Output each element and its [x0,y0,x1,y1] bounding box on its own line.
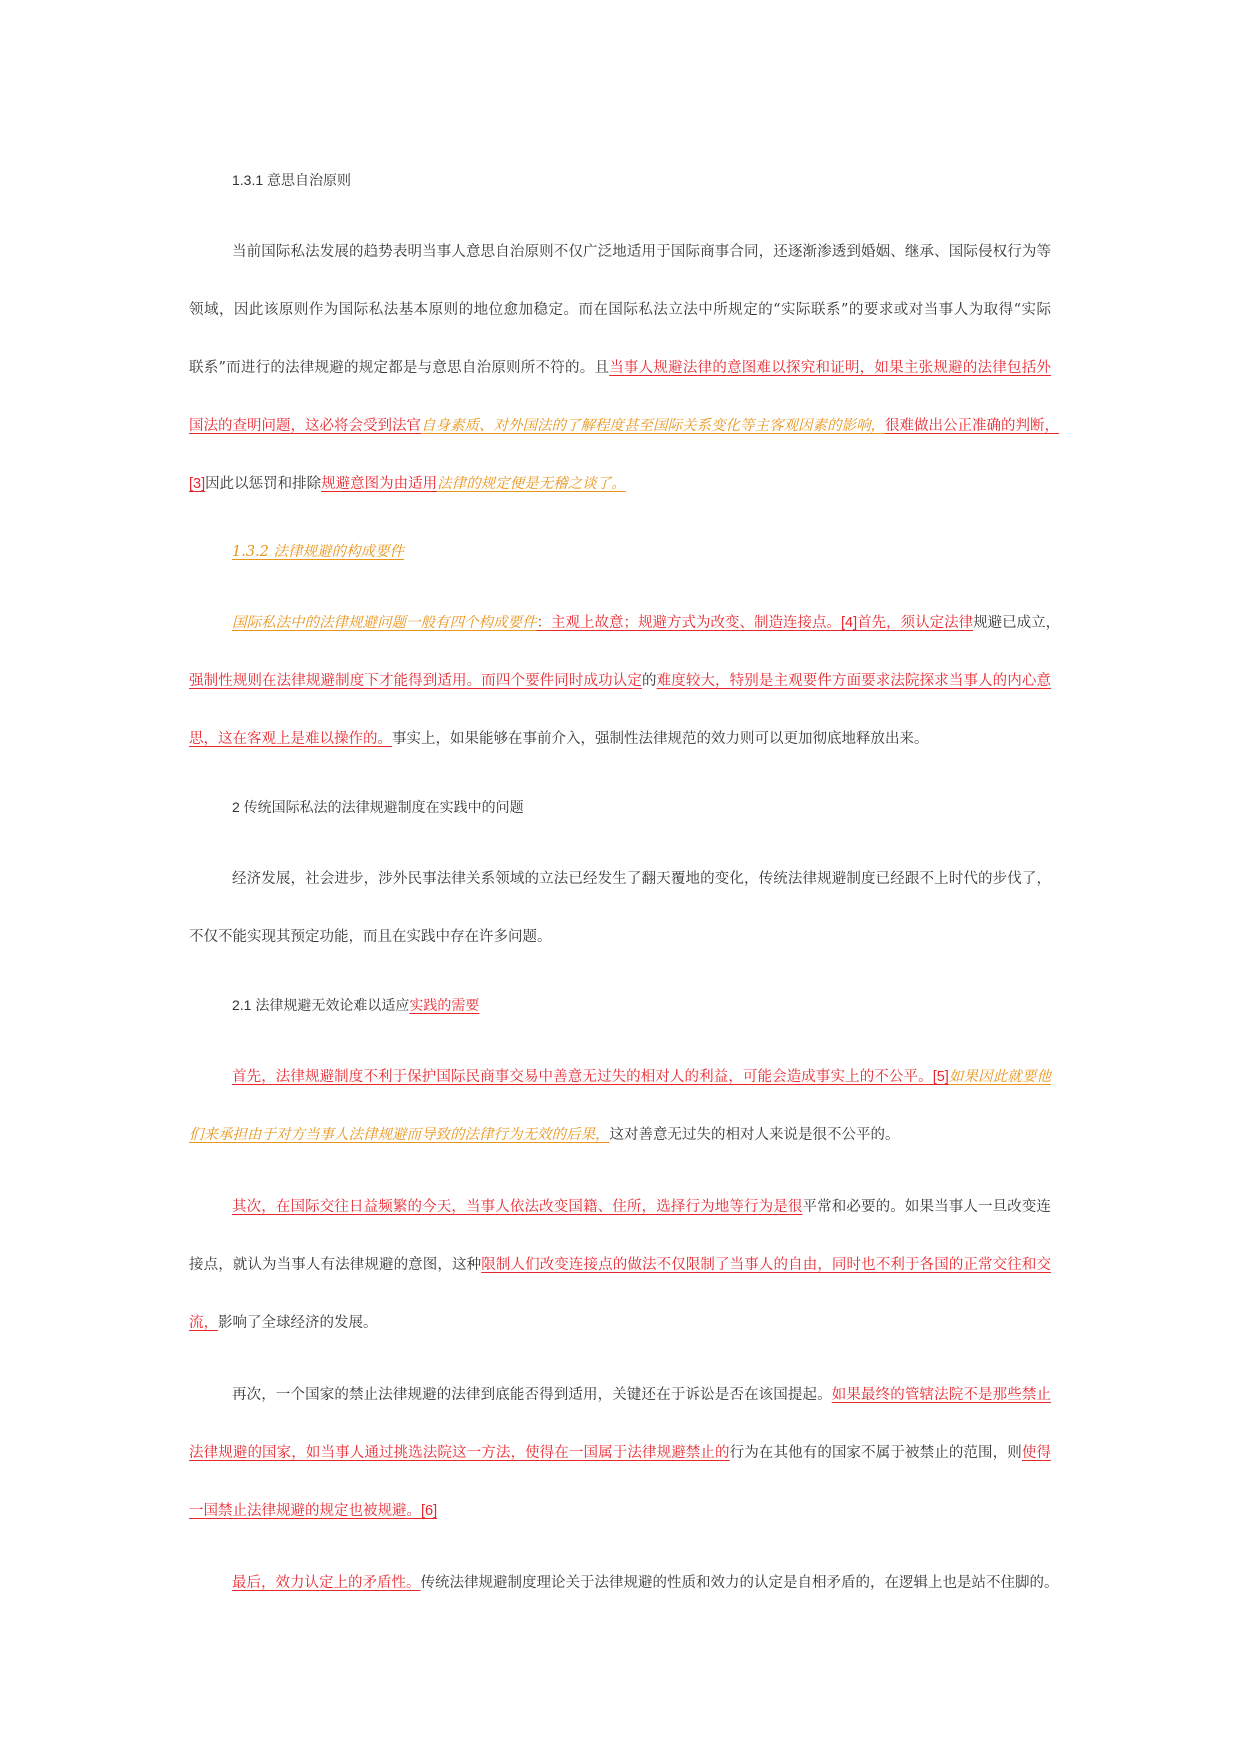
highlighted-text-red: 使得 [1021,1445,1052,1461]
citation-ref: [6] [421,1503,438,1519]
text-segment: 1.3.1 意思自治原则 [232,172,352,188]
highlighted-text-orange: 国际私法中的法律规避问题一般有四个构成要件 [232,615,537,631]
paragraph-line [189,1443,1051,1463]
text-segment: 因此以惩罚和排除 [205,476,322,492]
section-heading-2 [232,797,524,817]
text-segment: 规避已成立， [973,615,1061,631]
highlighted-text-red: 限制人们改变连接点的做法不仅限制了当事人的自由，同时也不利于各国的正常交往和交 [481,1257,1052,1273]
highlighted-text-red: 其次，在国际交往日益频繁的今天，当事人依法改变国籍、住所，选择行为地等行为是很 [232,1199,803,1215]
highlighted-text-red: 如果最终的管辖法院不是那些禁止 [831,1387,1051,1403]
citation-ref: [3] [189,476,206,492]
highlighted-text-red: 规避意图为由适用 [321,476,438,492]
highlighted-text-red: 强制性规则在法律规避制度下才能得到适用。而四个要件同时成功认定 [189,673,642,689]
highlighted-text-red: 当事人规避法律的意图难以探究和证明，如果主张规避的法律包括外 [609,360,1051,376]
paragraph-line [189,474,626,494]
paragraph-line [189,1501,437,1521]
text-segment: 影响了全球经济的发展。 [218,1315,378,1331]
highlighted-text-red: 很难做出公正准确的判断， [885,418,1059,434]
text-segment: 2.1 法律规避无效论难以适应 [232,997,410,1013]
text-segment: 传统法律规避制度理论关于法律规避的性质和效力的认定是自相矛盾的，在逻辑上也是站不住脚的。 [420,1575,1059,1591]
highlighted-text-red: 思，这在客观上是难以操作的。 [189,731,392,747]
highlighted-text-red: 流， [189,1315,218,1331]
highlighted-text-orange: 如果因此就要他 [948,1069,1051,1085]
text-segment: 不仅不能实现其预定功能，而且在实践中存在许多问题。 [189,929,552,945]
highlighted-text-red: 一国禁止法律规避的规定也被规避。 [189,1503,421,1519]
section-heading-1-3-2 [232,542,404,562]
text-segment: 联系”而进行的法律规避的规定都是与意思自治原则所不符的。且 [189,360,610,376]
paragraph-line [232,1573,1059,1593]
text-segment: 经济发展，社会进步，涉外民事法律关系领域的立法已经发生了翻天覆地的变化，传统法律规避制度已经跟不上时代的步伐了， [232,871,1051,887]
text-segment: 平常和必要的。如果当事人一旦改变连 [802,1199,1052,1215]
paragraph-line [232,1197,1051,1217]
highlighted-text-orange: 1.3.2 法律规避的构成要件 [232,544,405,560]
paragraph-line [189,416,1059,436]
paragraph-line [232,869,1051,889]
section-heading-1-3-1 [232,170,351,190]
paragraph-line [189,358,1051,378]
citation-ref: [4] [841,615,858,631]
highlighted-text-red: 首先，法律规避制度不利于保护国际民商事交易中善意无过失的相对人的利益，可能会造成事实上的不公平。 [232,1069,933,1085]
text-segment: 的 [641,673,657,689]
text-segment: 接点，就认为当事人有法律规避的意图，这种 [189,1257,482,1273]
highlighted-text-orange: 自身素质、对外国法的了解程度甚至国际关系变化等主客观因素的影响， [421,418,885,434]
highlighted-text-orange: 们来承担由于对方当事人法律规避而导致的法律行为无效的后果， [189,1127,610,1143]
paragraph-line [232,1385,1051,1405]
paragraph-line [189,671,1051,691]
highlighted-text-red: 最后，效力认定上的矛盾性。 [232,1575,421,1591]
paragraph-line [232,1067,1051,1087]
citation-ref: [5] [932,1069,949,1085]
highlighted-text-red: ：主观上故意；规避方式为改变、制造连接点。 [536,615,841,631]
paragraph-line [189,927,552,947]
text-segment: 再次，一个国家的禁止法律规避的法律到底能否得到适用，关键还在于诉讼是否在该国提起。 [232,1387,832,1403]
paragraph-line [189,1313,378,1333]
text-segment: 领域，因此该原则作为国际私法基本原则的地位愈加稳定。而在国际私法立法中所规定的“实际联系”的要求或对当事人为取得“实际 [189,302,1051,318]
highlighted-text-red: 首先，须认定法律 [857,615,974,631]
paragraph-line [232,242,1051,262]
text-segment: 行为在其他有的国家不属于被禁止的范围，则 [729,1445,1022,1461]
paragraph-line [189,729,929,749]
section-heading-2-1 [232,995,479,1015]
paragraph-line [189,1255,1051,1275]
highlighted-text-red: 法律规避的国家，如当事人通过挑选法院这一方法，使得在一国属于法律规避禁止的 [189,1445,730,1461]
highlighted-text-orange: 法律的规定便是无稽之谈了。 [437,476,626,492]
text-segment: 这对善意无过失的相对人来说是很不公平的。 [609,1127,900,1143]
text-segment: 2 传统国际私法的法律规避制度在实践中的问题 [232,799,524,815]
highlighted-text-red: 国法的查明问题，这必将会受到法官 [189,418,421,434]
highlighted-text-red: 实践的需要 [409,997,480,1013]
paragraph-line [232,613,1061,633]
highlighted-text-red: 难度较大，特别是主观要件方面要求法院探求当事人的内心意 [656,673,1052,689]
text-segment: 事实上，如果能够在事前介入，强制性法律规范的效力则可以更加彻底地释放出来。 [392,731,929,747]
paragraph-line [189,1125,900,1145]
text-segment: 当前国际私法发展的趋势表明当事人意思自治原则不仅广泛地适用于国际商事合同，还逐渐渗透到婚姻、继承、国际侵权行为等 [232,244,1051,260]
paragraph-line [189,300,1051,320]
